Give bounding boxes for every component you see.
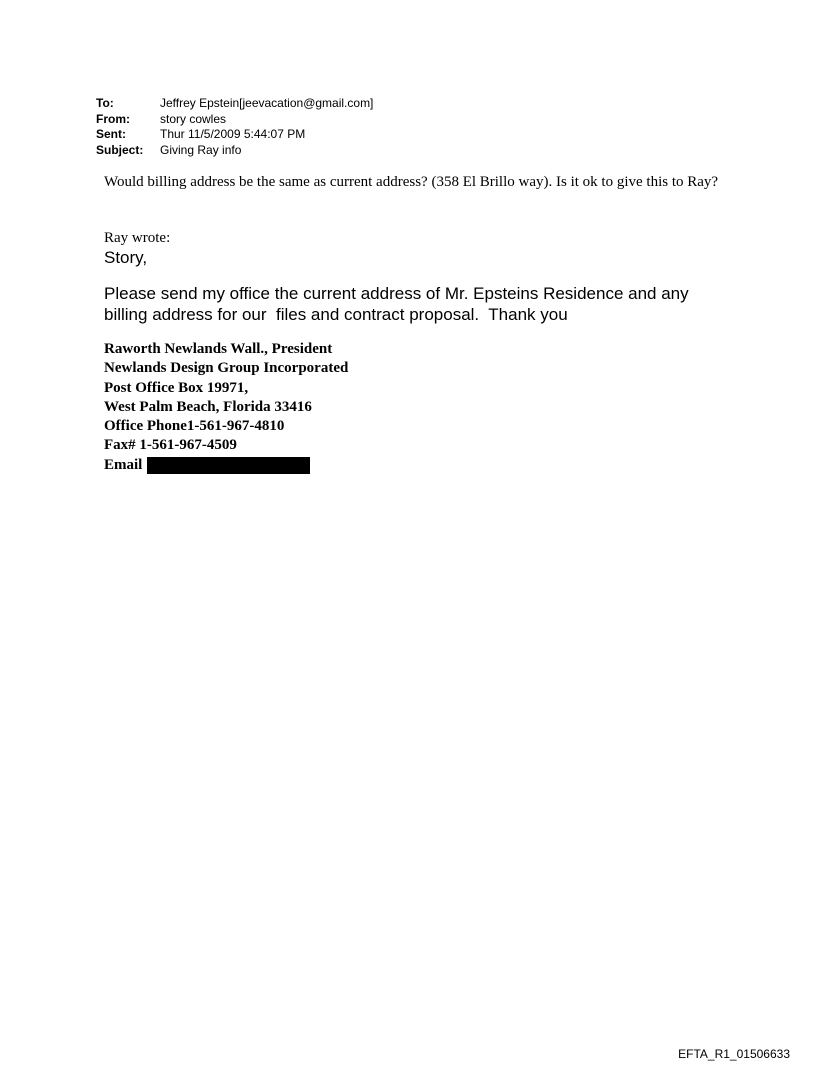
sent-label: Sent: [96,127,126,141]
sent-row [96,127,373,143]
to-label: To: [96,96,114,110]
signature-name-title: Raworth Newlands Wall., President [104,341,333,357]
quote-greeting: Story, [104,248,148,267]
signature-company: Newlands Design Group Incorporated [104,360,349,377]
redaction-block [147,457,310,474]
signature-po-box: Post Office Box 19971, [104,379,249,396]
from-label: From: [96,111,130,126]
signature-fax: Fax# 1-561-967-4509 [104,437,237,454]
email-header [96,96,373,158]
quote-intro: Ray wrote: [104,230,171,246]
subject-row [96,143,373,159]
signature-email-row [104,456,348,475]
document-id: EFTA_R1_01506633 [678,1047,790,1061]
signature-email-label: Email [104,456,143,473]
from-row [96,112,373,128]
sent-value: Thur 11/5/2009 5:44:07 PM [160,127,306,141]
subject-label: Subject: [96,142,144,157]
from-value: story cowles [160,111,227,126]
message-body: Would billing address be the same as current address? (358 El Brillo way). Is it ok to give this to Ray? [104,174,719,190]
quoted-message: Please send my office the current address of Mr. Epsteins Residence and any billing address for our files and contract proposal. Thank you [104,284,694,324]
to-row [96,96,373,112]
signature-block [104,340,348,475]
signature-city: West Palm Beach, Florida 33416 [104,398,312,415]
subject-value: Giving Ray info [160,142,242,157]
signature-phone: Office Phone1-561-967-4810 [104,418,285,435]
to-value: Jeffrey Epstein[jeevacation@gmail.com] [160,96,374,110]
